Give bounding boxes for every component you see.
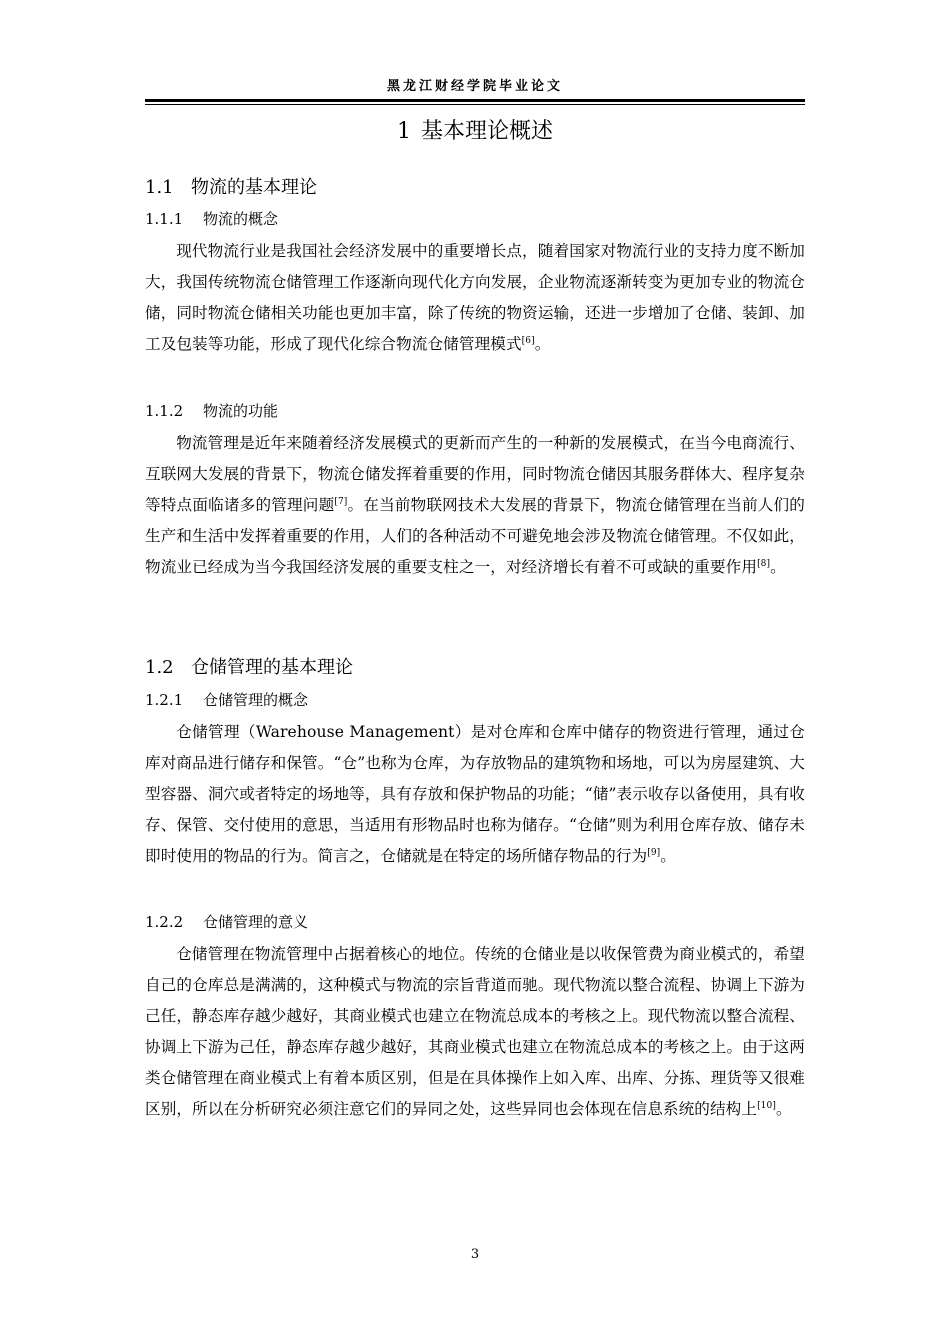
paragraph-tail: 。 [534,335,551,353]
paragraph-warehouse-concept [145,717,805,872]
section-title: 物流的基本理论 [191,177,317,198]
section-title: 仓储管理的基本理论 [191,657,353,678]
section-number: 1.2 [145,657,174,678]
chapter-number: 1 [396,119,411,144]
header-rule-thick [145,99,805,102]
paragraph-logistics-concept [145,236,805,360]
chapter-title-text: 基本理论概述 [420,119,553,144]
section-heading-1-1 [145,174,805,202]
header-rule-thin [145,104,805,105]
subsection-number: 1.1.1 [145,210,184,228]
subsection-heading-1-2-2 [145,910,805,934]
paragraph-text: 。在当前物联网技术大发展的背景下，物流仓储管理在当前人们的生产和生活中发挥着重要的作用，人们的各种活动不可避免地会涉及物流仓储管理。不仅如此，物流业已经成为当今我国经济发展的重要支柱之一，对经济增长有着不可或缺的重要作用 [145,496,806,576]
citation-ref: [10] [757,1100,776,1111]
paragraph-text: 物流管理是近年来随着经济发展模式的更新而产生的一种新的发展模式，在当今电商流行、互联网大发展的背景下，物流仓储发挥着重要的作用，同时物流仓储因其服务群体大、程序复杂等特点面临诸多的管理问题 [145,434,805,514]
paragraph-warehouse-significance [145,939,805,1125]
citation-ref: [9] [647,847,661,858]
subsection-heading-1-1-1 [145,207,805,231]
citation-ref: [7] [334,496,348,507]
subsection-number: 1.2.1 [145,691,184,709]
citation-ref: [8] [757,558,771,569]
citation-ref: [6] [521,335,535,346]
paragraph-tail: 。 [775,1100,792,1118]
subsection-heading-1-1-2 [145,399,805,423]
page-number: 3 [470,1247,480,1262]
chapter-title [145,114,805,150]
paragraph-text: 仓储管理在物流管理中占据着核心的地位。传统的仓储业是以收保管费为商业模式的，希望自己的仓库总是满满的，这种模式与物流的宗旨背道而驰。现代物流以整合流程、协调上下游为己任，静态库存越少越好，其商业模式也建立在物流总成本的考核之上。现代物流以整合流程、协调上下游为己任，静态库存越少越好，其商业模式也建立在物流总成本的考核之上。由于这两类仓储管理在商业模式上有着本质区别，但是在具体操作上如入库、出库、分拣、理货等又很难区别，所以在分析研究必须注意它们的异同之处，这些异同也会体现在信息系统的结构上 [145,945,805,1118]
paragraph-tail: 。 [660,847,676,865]
running-header: 黑龙江财经学院毕业论文 [386,79,563,94]
paragraph-tail: 。 [770,558,786,576]
subsection-number: 1.2.2 [145,913,184,931]
subsection-number: 1.1.2 [145,402,184,420]
subsection-heading-1-2-1 [145,688,805,712]
subsection-title: 仓储管理的概念 [203,691,309,709]
subsection-title: 物流的功能 [203,402,279,420]
paragraph-text: 仓储管理（Warehouse Management）是对仓库和仓库中储存的物资进行管理，通过仓库对商品进行储存和保管。“仓”也称为仓库，为存放物品的建筑物和场地，可以为房屋建筑、大型容器、洞穴或者特定的场地等，具有存放和保护物品的功能；“储”表示收存以备使用，具有收存、保管、交付使用的意思，当适用有形物品时也称为储存。“仓储”则为利用仓库存放、储存未即时使用的物品的行为。简言之，仓储就是在特定的场所储存物品的行为 [145,723,805,865]
subsection-title: 仓储管理的意义 [203,913,309,931]
section-heading-1-2 [145,654,805,682]
paragraph-text: 现代物流行业是我国社会经济发展中的重要增长点，随着国家对物流行业的支持力度不断加大，我国传统物流仓储管理工作逐渐向现代化方向发展，企业物流逐渐转变为更加专业的物流仓储，同时物流仓储相关功能也更加丰富，除了传统的物资运输，还进一步增加了仓储、装卸、加工及包装等功能，形成了现代化综合物流仓储管理模式 [145,242,805,353]
section-number: 1.1 [145,177,174,198]
subsection-title: 物流的概念 [203,210,279,228]
paragraph-logistics-function [145,428,805,583]
